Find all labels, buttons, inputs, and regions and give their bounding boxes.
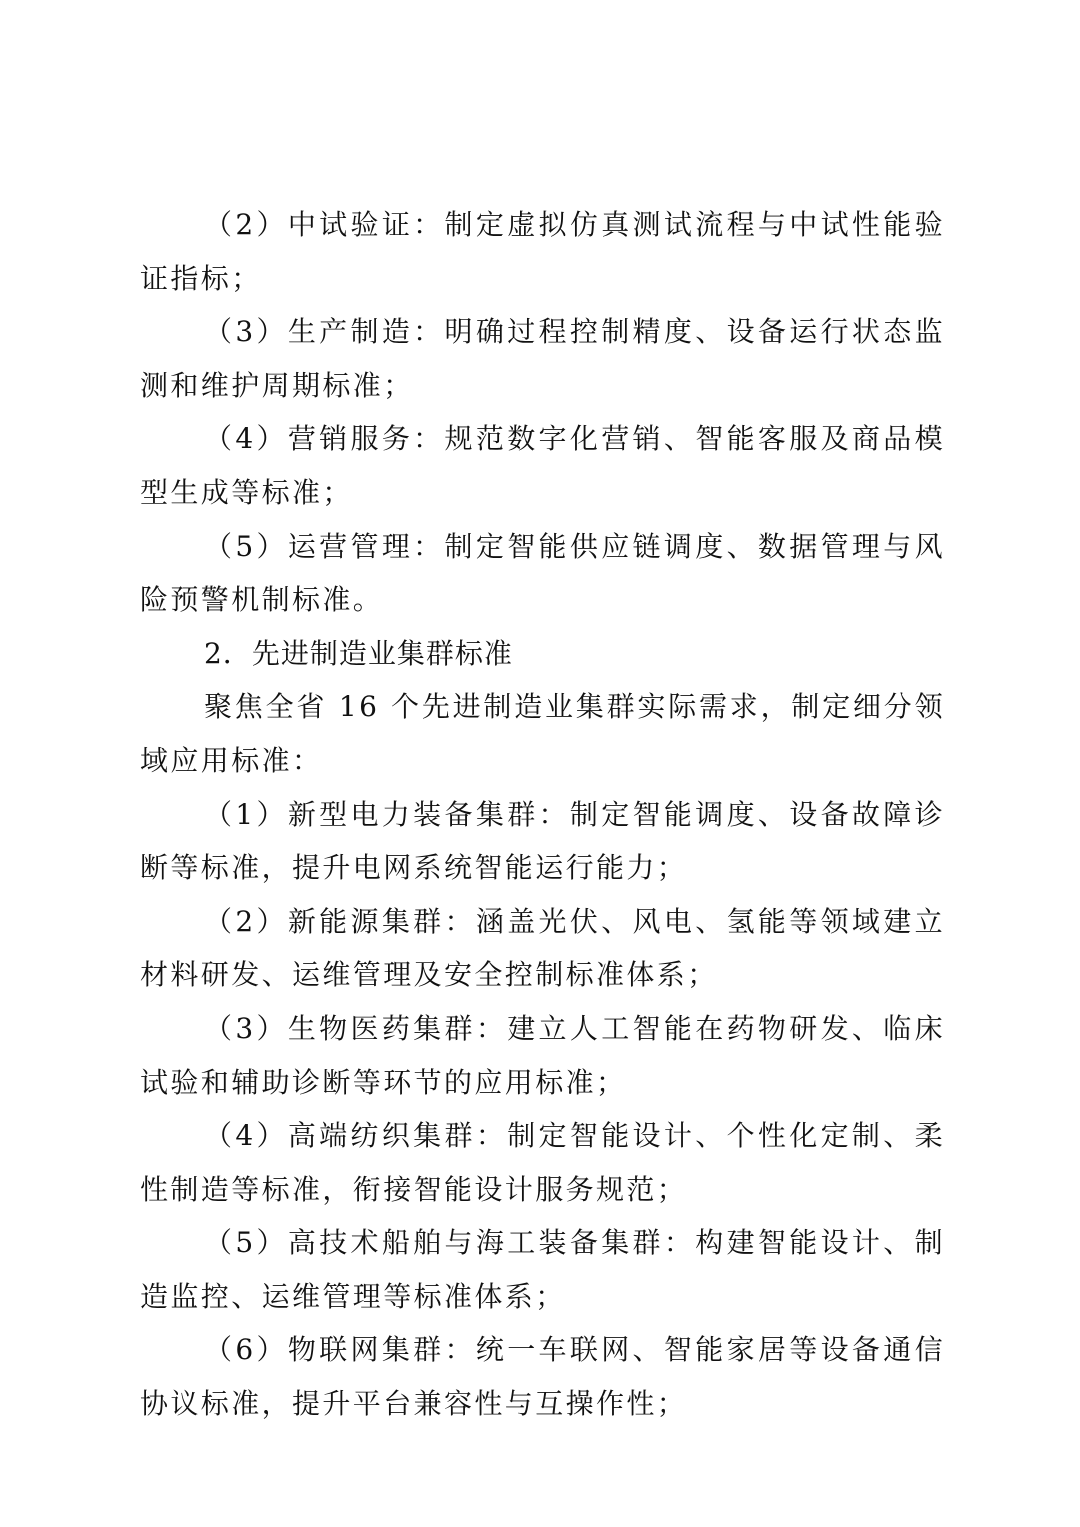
paragraph-marketing-service: （4）营销服务：规范数字化营销、智能客服及商品模型生成等标准； (140, 422, 945, 509)
paragraph-production-manufacturing: （3）生产制造：明确过程控制精度、设备运行状态监测和维护周期标准； (140, 315, 945, 402)
paragraph-biomedicine-cluster: （3）生物医药集群：建立人工智能在药物研发、临床试验和辅助诊断等环节的应用标准； (140, 1011, 945, 1099)
document-body (140, 198, 945, 1431)
paragraph-new-energy-cluster: （2）新能源集群：涵盖光伏、风电、氢能等领域建立材料研发、运维管理及安全控制标准体系； (140, 904, 945, 992)
paragraph-power-equipment-cluster: （1）新型电力装备集群：制定智能调度、设备故障诊断等标准，提升电网系统智能运行能力； (140, 797, 945, 885)
paragraph-shipbuilding-cluster: （5）高技术船舶与海工装备集群：构建智能设计、制造监控、运维管理等标准体系； (140, 1226, 945, 1313)
paragraph-operations-management: （5）运营管理：制定智能供应链调度、数据管理与风险预警机制标准。 (140, 529, 945, 617)
paragraph-pilot-verification: （2）中试验证：制定虚拟仿真测试流程与中试性能验证指标； (140, 208, 945, 295)
paragraph-intro: 聚焦全省 16 个先进制造业集群实际需求，制定细分领域应用标准： (140, 690, 945, 777)
section-heading: 2．先进制造业集群标准 (204, 636, 513, 670)
paragraph-iot-cluster: （6）物联网集群：统一车联网、智能家居等设备通信协议标准，提升平台兼容性与互操作性； (140, 1333, 945, 1421)
paragraph-textile-cluster: （4）高端纺织集群：制定智能设计、个性化定制、柔性制造等标准，衔接智能设计服务规范； (140, 1119, 945, 1206)
